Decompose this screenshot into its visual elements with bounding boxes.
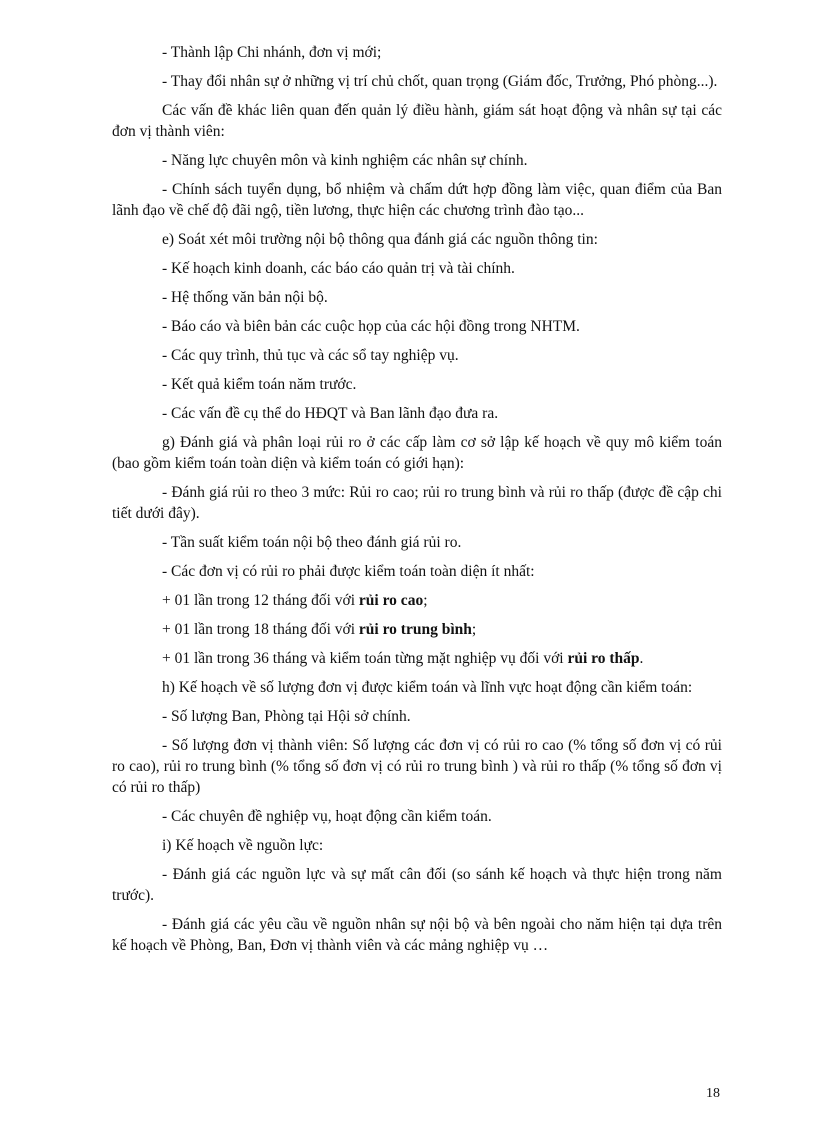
frequency-item-suffix: . [639, 650, 644, 667]
frequency-item-suffix: ; [471, 621, 477, 638]
frequency-item-text: + 01 lần trong 18 tháng đối với [162, 621, 359, 638]
risk-level-high: rủi ro cao [358, 592, 424, 609]
section-heading-h: h) Kế hoạch về số lượng đơn vị được kiểm toán và lĩnh vực hoạt động cần kiểm toán: [162, 679, 693, 696]
section-heading-i: i) Kế hoạch về nguồn lực: [162, 837, 324, 854]
section-heading-g: g) Đánh giá và phân loại rủi ro ở các cấp làm cơ sở lập kế hoạch về quy mô kiểm toán (bao gồm kiểm toán toàn diện và kiểm toán có giới hạn): [112, 434, 722, 472]
page-body [112, 42, 722, 964]
paragraph: - Kết quả kiểm toán năm trước. [162, 376, 357, 393]
paragraph: - Số lượng Ban, Phòng tại Hội sở chính. [162, 708, 411, 725]
paragraph: - Hệ thống văn bản nội bộ. [162, 289, 328, 306]
paragraph: Các vấn đề khác liên quan đến quản lý điều hành, giám sát hoạt động và nhân sự tại các đơn vị thành viên: [112, 102, 722, 140]
frequency-item-suffix: ; [423, 592, 428, 609]
paragraph: - Kế hoạch kinh doanh, các báo cáo quản trị và tài chính. [162, 260, 515, 277]
paragraph: - Thành lập Chi nhánh, đơn vị mới; [162, 44, 382, 61]
paragraph: - Đánh giá các yêu cầu về nguồn nhân sự nội bộ và bên ngoài cho năm hiện tại dựa trên kế hoạch về Phòng, Ban, Đơn vị thành viên và các mảng nghiệp vụ … [112, 916, 722, 954]
paragraph: - Các vấn đề cụ thể do HĐQT và Ban lãnh đạo đưa ra. [162, 405, 499, 422]
paragraph: - Thay đổi nhân sự ở những vị trí chủ chốt, quan trọng (Giám đốc, Trưởng, Phó phòng...). [162, 73, 718, 90]
paragraph: - Chính sách tuyển dụng, bổ nhiệm và chấm dứt hợp đồng làm việc, quan điểm của Ban lãnh đạo về chế độ đãi ngộ, tiền lương, thực hiện các chương trình đào tạo... [112, 181, 722, 219]
section-heading-e: e) Soát xét môi trường nội bộ thông qua đánh giá các nguồn thông tin: [162, 231, 598, 248]
frequency-item-medium [112, 619, 722, 640]
frequency-item-text: + 01 lần trong 36 tháng và kiểm toán từng mặt nghiệp vụ đối với [162, 650, 568, 667]
frequency-item-high [112, 590, 722, 611]
paragraph: - Đánh giá rủi ro theo 3 mức: Rủi ro cao; rủi ro trung bình và rủi ro thấp (được đề cập chi tiết dưới đây). [112, 484, 722, 522]
frequency-item-low [112, 648, 722, 669]
paragraph: - Các chuyên đề nghiệp vụ, hoạt động cần kiểm toán. [162, 808, 492, 825]
paragraph: - Các đơn vị có rủi ro phải được kiểm toán toàn diện ít nhất: [162, 563, 535, 580]
page-number: 18 [706, 1086, 720, 1101]
paragraph: - Số lượng đơn vị thành viên: Số lượng các đơn vị có rủi ro cao (% tổng số đơn vị có rủi ro cao), rủi ro trung bình (% tổng số đơn vị có rủi ro trung bình ) và rủi ro thấp (% tổng số đơn vị có rủi ro thấp) [112, 737, 722, 796]
frequency-item-text: + 01 lần trong 12 tháng đối với [162, 592, 359, 609]
paragraph: - Các quy trình, thủ tục và các sổ tay nghiệp vụ. [162, 347, 459, 364]
paragraph: - Đánh giá các nguồn lực và sự mất cân đối (so sánh kế hoạch và thực hiện trong năm trước). [112, 866, 722, 904]
risk-level-low: rủi ro thấp [567, 650, 640, 667]
risk-level-medium: rủi ro trung bình [358, 621, 472, 638]
paragraph: - Tần suất kiểm toán nội bộ theo đánh giá rủi ro. [162, 534, 462, 551]
paragraph: - Báo cáo và biên bản các cuộc họp của các hội đồng trong NHTM. [162, 318, 580, 335]
paragraph: - Năng lực chuyên môn và kinh nghiệm các nhân sự chính. [162, 152, 528, 169]
